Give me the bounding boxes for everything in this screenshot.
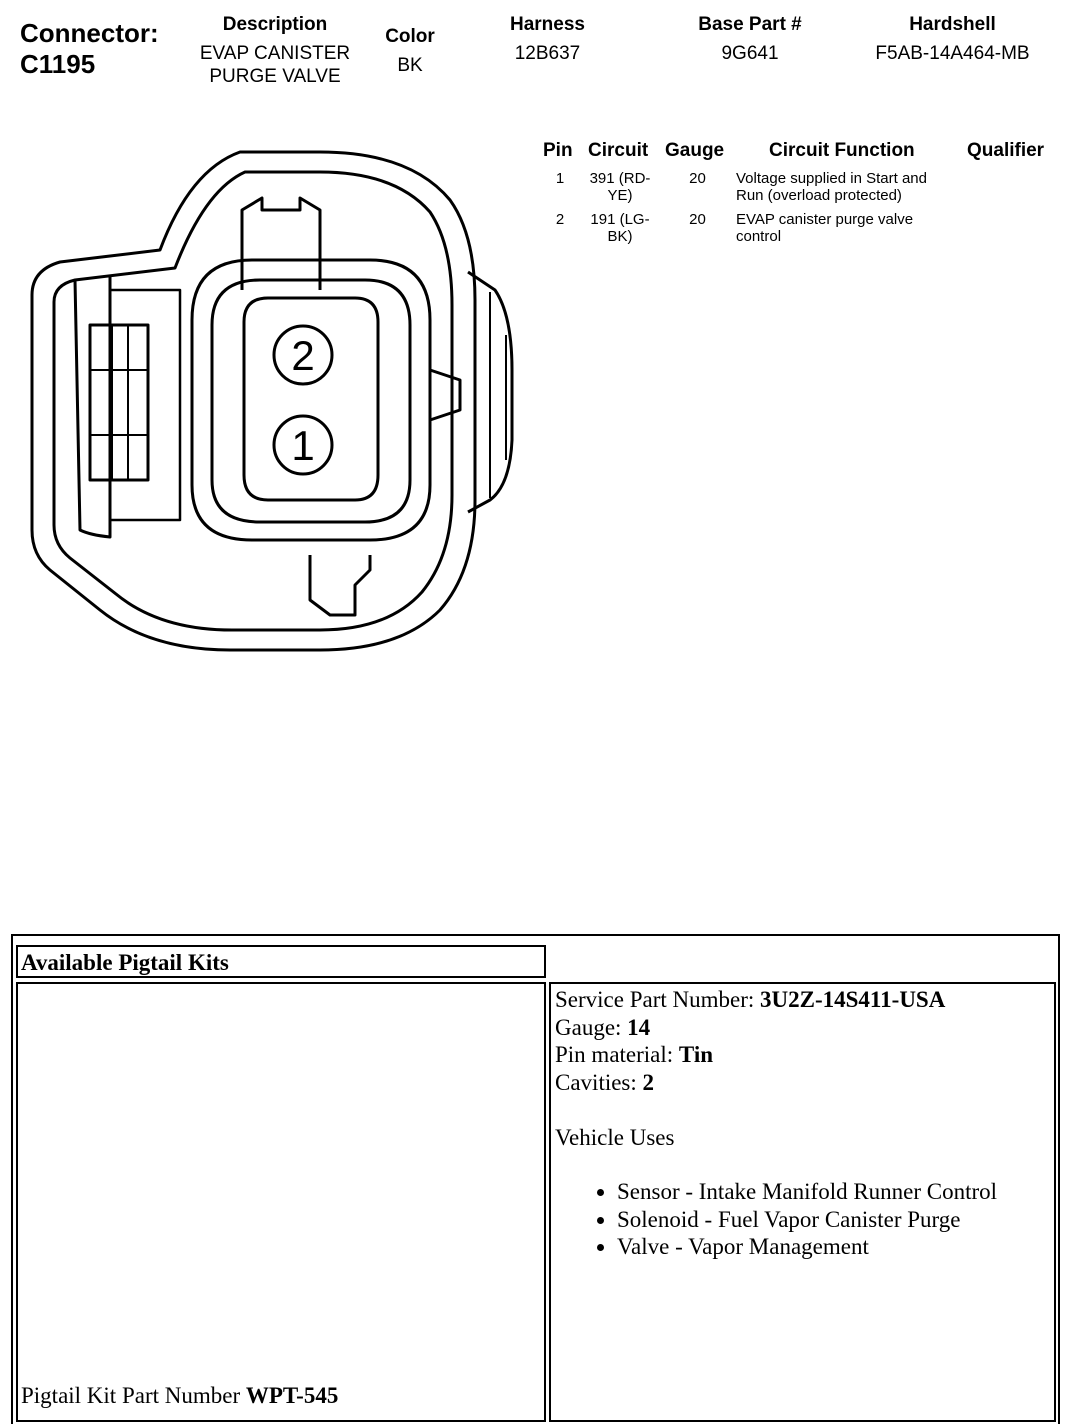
pin-number: 2 — [555, 211, 565, 228]
cavities-label: Cavities: — [555, 1069, 643, 1095]
description-line-1: EVAP CANISTER — [199, 43, 351, 64]
gauge-cell: 20 — [689, 211, 706, 228]
function-line-1: Voltage supplied in Start and — [736, 170, 927, 187]
description-column — [180, 14, 370, 88]
vehicle-uses-list — [555, 1178, 997, 1261]
circuit-line-2: BK) — [607, 228, 633, 245]
qualifier-col-header: Qualifier — [967, 140, 1045, 161]
vehicle-uses-label: Vehicle Uses — [555, 1124, 675, 1150]
cavity-frame-outer — [192, 260, 430, 540]
function-line-2: control — [736, 228, 782, 245]
hardshell-column — [850, 14, 1055, 65]
service-part-value: 3U2Z-14S411-USA — [760, 987, 946, 1012]
pigtail-image-cell — [16, 982, 546, 1422]
hardshell-header: Hardshell — [909, 14, 996, 35]
circuit-line-1: 391 (RD- — [589, 170, 651, 187]
gauge-line — [555, 1014, 997, 1042]
pin-1-label: 1 — [291, 422, 315, 469]
base-part-header: Base Part # — [698, 14, 802, 35]
pigtail-details — [555, 986, 997, 1261]
circuit-line-2: YE) — [607, 187, 633, 204]
cavities-line — [555, 1069, 997, 1097]
list-item: • Valve - Vapor Management — [617, 1233, 997, 1261]
pigtail-details-cell — [549, 982, 1056, 1422]
connector-label: Connector: — [20, 18, 159, 48]
gauge-value: 14 — [627, 1014, 651, 1040]
service-part-line — [555, 986, 997, 1014]
pin-material-line — [555, 1041, 997, 1069]
pin-material-label: Pin material: — [555, 1042, 679, 1067]
connector-housing-inner — [54, 172, 452, 630]
color-header: Color — [385, 26, 435, 47]
color-column — [370, 26, 450, 77]
circuit-cell — [580, 211, 660, 245]
function-col-header: Circuit Function — [769, 140, 915, 161]
cavity-frame-inner — [212, 280, 410, 522]
list-item: • Sensor - Intake Manifold Runner Control — [617, 1178, 997, 1206]
description-line-2: PURGE VALVE — [209, 66, 341, 87]
base-part-value: 9G641 — [721, 43, 779, 64]
pin-material-value: Tin — [678, 1042, 714, 1067]
pin-2-label: 2 — [291, 332, 315, 379]
connector-heading — [20, 18, 159, 80]
list-item: • Solenoid - Fuel Vapor Canister Purge — [617, 1206, 997, 1234]
gauge-label: Gauge: — [555, 1014, 628, 1040]
description-header: Description — [222, 14, 328, 35]
left-latch-slot — [90, 325, 148, 480]
gauge-cell: 20 — [689, 170, 706, 187]
connector-face-diagram — [20, 140, 520, 660]
pigtail-title-cell — [16, 945, 546, 978]
service-part-label: Service Part Number: — [555, 987, 761, 1012]
cavities-value: 2 — [642, 1069, 655, 1095]
harness-column — [480, 14, 615, 65]
kit-value: WPT-545 — [245, 1383, 339, 1408]
hardshell-value: F5AB-14A464-MB — [875, 43, 1030, 64]
circuit-col-header: Circuit — [588, 140, 649, 161]
kit-label: Pigtail Kit Part Number — [21, 1383, 246, 1408]
function-line-2: Run (overload protected) — [736, 187, 902, 204]
gauge-col-header: Gauge — [665, 140, 725, 161]
harness-value: 12B637 — [514, 43, 581, 64]
circuit-cell — [580, 170, 660, 204]
pigtail-kit-part-number — [21, 1382, 338, 1410]
function-cell — [736, 211, 966, 245]
pigtail-header-blank — [549, 945, 1058, 978]
pigtail-title: Available Pigtail Kits — [21, 950, 229, 975]
connector-id: C1195 — [20, 49, 96, 79]
function-line-1: EVAP canister purge valve — [736, 211, 914, 228]
function-cell — [736, 170, 966, 204]
harness-header: Harness — [510, 14, 585, 35]
base-part-column — [670, 14, 830, 65]
pin-col-header: Pin — [543, 140, 573, 161]
color-value: BK — [397, 55, 423, 76]
pin-number: 1 — [555, 170, 565, 187]
circuit-line-1: 191 (LG- — [590, 211, 650, 228]
